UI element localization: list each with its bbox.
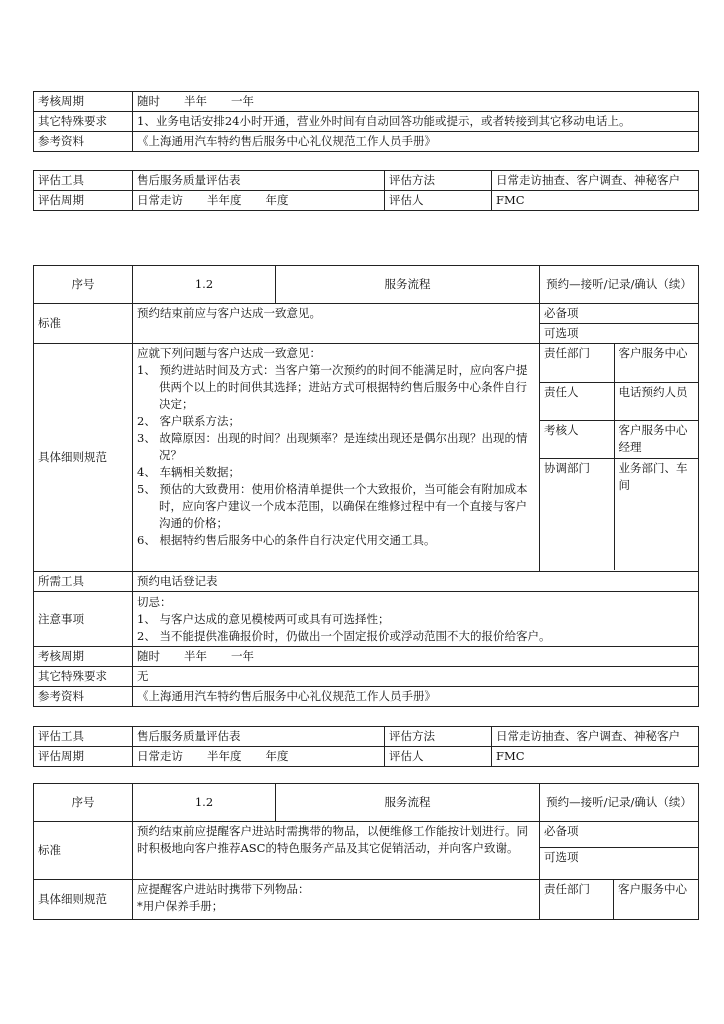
seq-value: 1.2 — [133, 266, 276, 304]
rule-item: 5、 预估的大致费用：使用价格清单提供一个大致报价，当可能会有附加成本时，应向客户建议一个成本范围，以确保在维修过程中有一个直接与客户沟通的价格； — [137, 482, 528, 530]
rule-item: 4、 车辆相关数据； — [137, 465, 240, 479]
rule-item: 2、 客户联系方法； — [137, 414, 240, 428]
standard-value: 预约结束前应与客户达成一致意见。 — [133, 304, 540, 344]
notes-label: 注意事项 — [34, 592, 133, 647]
eval-cycle-options: 日常走访 半年度 年度 — [133, 747, 385, 767]
rule-item: 6、 根据特约售后服务中心的条件自行决定代用交通工具。 — [137, 533, 436, 547]
flow-label: 服务流程 — [276, 784, 540, 822]
rules-content — [133, 880, 540, 920]
standard-label: 标准 — [34, 304, 133, 344]
evaluation-table-2 — [33, 726, 699, 767]
eval-tool-label: 评估工具 — [34, 727, 133, 747]
eval-tool-label: 评估工具 — [34, 171, 133, 191]
period-options: 随时 半年 一年 — [133, 647, 699, 667]
optional-item: 可选项 — [540, 848, 699, 880]
reference-label: 参考资料 — [34, 132, 133, 152]
required-item: 必备项 — [540, 822, 699, 848]
period-options: 随时 半年 一年 — [133, 92, 699, 112]
reference-value: 《上海通用汽车特约售后服务中心礼仪规范工作人员手册》 — [133, 132, 699, 152]
role-key: 责任部门 — [540, 880, 614, 920]
eval-cycle-options: 日常走访 半年度 年度 — [133, 191, 385, 211]
rules-label: 具体细则规范 — [34, 344, 133, 572]
rules-content — [133, 344, 540, 572]
role-key: 考核人 — [540, 420, 614, 458]
special-label: 其它特殊要求 — [34, 667, 133, 687]
period-label: 考核周期 — [34, 647, 133, 667]
eval-cycle-label: 评估周期 — [34, 191, 133, 211]
reference-value: 《上海通用汽车特约售后服务中心礼仪规范工作人员手册》 — [133, 687, 699, 707]
tools-value: 预约电话登记表 — [133, 572, 699, 592]
eval-method-label: 评估方法 — [385, 727, 492, 747]
eval-method-label: 评估方法 — [385, 171, 492, 191]
optional-item: 可选项 — [540, 324, 699, 344]
seq-label: 序号 — [34, 266, 133, 304]
rules-intro: 应就下列问题与客户达成一致意见： — [137, 346, 321, 360]
rule-item: 3、 故障原因：出现的时间？出现频率？是连续出现还是偶尔出现？出现的情况？ — [137, 431, 528, 462]
role-value: 客户服务中心 — [614, 344, 698, 382]
role-value: 电话预约人员 — [614, 382, 698, 420]
role-value: 业务部门、车间 — [614, 458, 698, 570]
eval-cycle-label: 评估周期 — [34, 747, 133, 767]
reference-label: 参考资料 — [34, 687, 133, 707]
rules-label: 具体细则规范 — [34, 880, 133, 920]
standard-value: 预约结束前应提醒客户进站时需携带的物品，以便维修工作能按计划进行。同时积极地向客户推荐ASC的特色服务产品及其它促销活动，并向客户致谢。 — [133, 822, 540, 880]
process-table-2 — [33, 265, 699, 707]
step-title: 预约—接听/记录/确认（续） — [540, 784, 699, 822]
note-item: 切忌： — [137, 594, 172, 609]
eval-tool-value: 售后服务质量评估表 — [133, 171, 385, 191]
special-value: 无 — [133, 667, 699, 687]
eval-assessor-value: FMC — [492, 747, 699, 767]
eval-assessor-label: 评估人 — [385, 747, 492, 767]
rule-item: 1、 预约进站时间及方式：当客户第一次预约的时间不能满足时，应向客户提供两个以上的时间供其选择；进站方式可根据特约售后服务中心条件自行决定； — [137, 363, 528, 411]
eval-tool-value: 售后服务质量评估表 — [133, 727, 385, 747]
roles-panel — [540, 344, 699, 572]
evaluation-table-1 — [33, 170, 699, 211]
standard-label: 标准 — [34, 822, 133, 880]
special-value: 1、业务电话安排24小时开通，营业外时间有自动回答功能或提示，或者转接到其它移动电话上。 — [133, 112, 699, 132]
rules-intro: 应提醒客户进站时携带下列物品： — [137, 882, 310, 896]
period-label: 考核周期 — [34, 92, 133, 112]
role-key: 协调部门 — [540, 458, 614, 570]
role-value: 客户服务中心 — [614, 880, 699, 920]
step-title: 预约—接听/记录/确认（续） — [540, 266, 699, 304]
seq-label: 序号 — [34, 784, 133, 822]
eval-method-value: 日常走访抽查、客户调查、神秘客户 — [492, 171, 699, 191]
rule-item: *用户保养手册； — [137, 899, 224, 913]
seq-value: 1.2 — [133, 784, 276, 822]
role-key: 责任人 — [540, 382, 614, 420]
process-table-3 — [33, 783, 699, 920]
tools-label: 所需工具 — [34, 572, 133, 592]
required-item: 必备项 — [540, 304, 699, 324]
assessment-table-1 — [33, 91, 699, 152]
flow-label: 服务流程 — [276, 266, 540, 304]
note-item: 1、 与客户达成的意见模棱两可或具有可选择性； — [137, 611, 390, 626]
notes-content — [133, 592, 699, 647]
special-label: 其它特殊要求 — [34, 112, 133, 132]
eval-method-value: 日常走访抽查、客户调查、神秘客户 — [492, 727, 699, 747]
role-key: 责任部门 — [540, 344, 614, 382]
note-item: 2、 当不能提供准确报价时，仍做出一个固定报价或浮动范围不大的报价给客户。 — [137, 628, 551, 643]
role-value: 客户服务中心经理 — [614, 420, 698, 458]
eval-assessor-label: 评估人 — [385, 191, 492, 211]
eval-assessor-value: FMC — [492, 191, 699, 211]
